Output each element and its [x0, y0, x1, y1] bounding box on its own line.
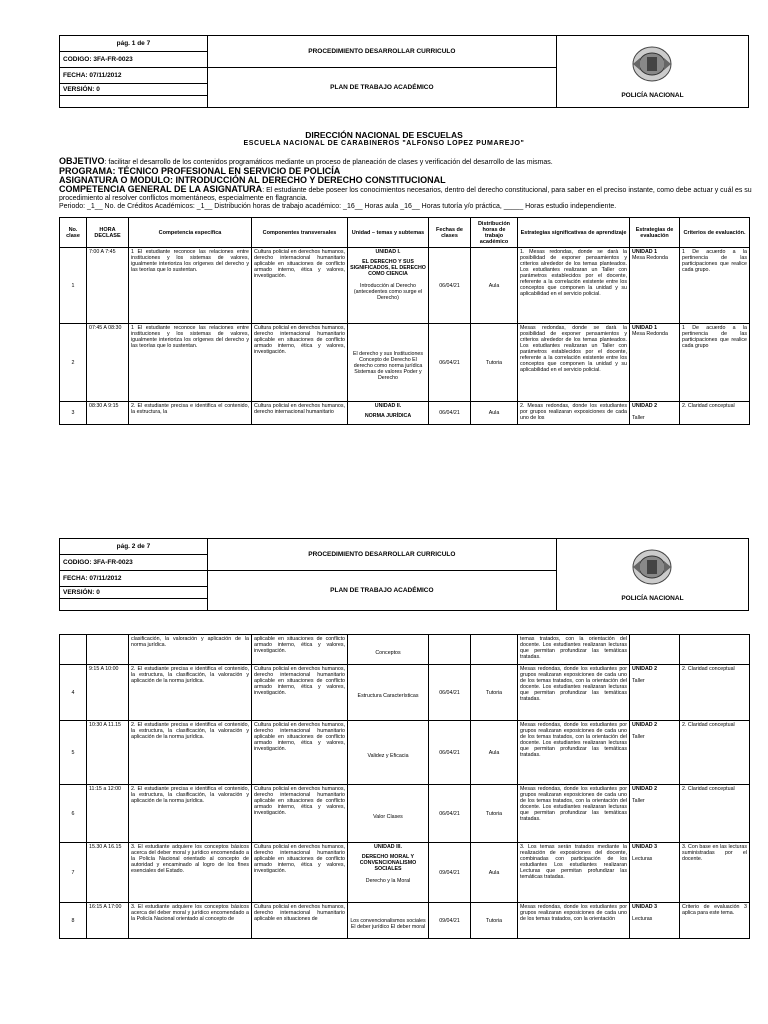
class-number: 8 — [60, 903, 87, 939]
class-number — [60, 635, 87, 665]
class-number: 2 — [60, 324, 87, 402]
programa: PROGRAMA: TÉCNICO PROFESIONAL EN SERVICIO DE POLICÍA — [59, 166, 341, 176]
transversal-components: Cultura policial en derechos humanos, derecho internacional humanitario aplicable en situaciones de conflicto armado interno, ética y valores, investigación. — [252, 843, 348, 903]
evaluation-criteria: 1 De acuerdo a la pertinencia de las participaciones que realice cada grupo — [680, 324, 750, 402]
class-date: 06/04/21 — [429, 402, 471, 425]
class-number: 5 — [60, 721, 87, 785]
hours-distribution: Tutoria — [471, 665, 518, 721]
transversal-components: Cultura policial en derechos humanos, derecho internacional humanitario aplicable en situaciones de conflicto armado interno, ética y valores, investigación. — [252, 785, 348, 843]
version: VERSIÓN: 0 — [60, 587, 208, 599]
evaluation-unit: UNIDAD 1 — [632, 249, 658, 255]
evaluation-method: Taller — [632, 415, 645, 421]
evaluation-criteria: 1 De acuerdo a la pertinencia de las participaciones que realice cada grupo. — [680, 248, 750, 324]
specific-competence: clasificación, la valoración y aplicación de la norma jurídica. — [129, 635, 252, 665]
page-number: pág. 2 de 7 — [60, 539, 208, 555]
class-date: 06/04/21 — [429, 248, 471, 324]
transversal-components: Cultura policial en derechos humanos, derecho internacional humanitario aplicable en situaciones de conflicto armado interno, ética y valores, investigación. — [252, 248, 348, 324]
class-date — [429, 635, 471, 665]
evaluation-criteria: Criterio de evaluación 3 aplica para este tema. — [680, 903, 750, 939]
class-date: 06/04/21 — [429, 721, 471, 785]
unit-text: Validez y Eficacia — [367, 752, 409, 759]
specific-competence: 3. El estudiante adquiere los conceptos básicos acerca del deber moral y jurídico encomendado a la Policía Nacional orientado al concepto de — [129, 903, 252, 939]
plan-title: PLAN DE TRABAJO ACADÉMICO — [207, 571, 556, 611]
competencia-label: COMPETENCIA GENERAL DE LA ASIGNATURA — [59, 184, 263, 194]
class-date: 09/04/21 — [429, 903, 471, 939]
evaluation-criteria: 2. Claridad conceptual — [680, 665, 750, 721]
class-hour: 16:15 A 17:00 — [87, 903, 129, 939]
unit-topics — [348, 248, 429, 324]
column-header: HORA DECLASE — [87, 218, 129, 248]
unit-topics — [348, 324, 429, 402]
course-info — [59, 157, 759, 211]
hours-distribution: Aula — [471, 843, 518, 903]
plan-title: PLAN DE TRABAJO ACADÉMICO — [207, 68, 556, 108]
header-table-p2 — [59, 538, 749, 611]
unit-text: Los convencionalismos sociales El deber jurídico El deber moral — [350, 917, 426, 930]
class-date: 09/04/21 — [429, 843, 471, 903]
evaluation-strategies — [630, 402, 680, 425]
column-header: Componentes transversales — [252, 218, 348, 248]
police-seal-icon — [630, 547, 674, 587]
class-hour: 11:15 a 12:00 — [87, 785, 129, 843]
evaluation-criteria: 3. Con base en las lecturas suministradas por el docente. — [680, 843, 750, 903]
org-name: POLICÍA NACIONAL — [621, 595, 684, 602]
column-header: Criterios de evaluación. — [680, 218, 750, 248]
class-hour: 15.30 A 16.15 — [87, 843, 129, 903]
unit-topics — [348, 903, 429, 939]
unit-topics — [348, 402, 429, 425]
hours-distribution: Tutoria — [471, 903, 518, 939]
unit-text: Conceptos — [375, 649, 401, 656]
learning-strategies: Mesas redondas, donde los estudiantes por grupos realizaran exposiciones de cada uno de los temas tratados, con la orientación del docente. Los estudiantes realizaran lecturas que permitan profundizar las temáticas tratadas. — [518, 785, 630, 843]
learning-strategies: Mesas redondas, donde se darà la posibilidad de exponer pensamientos y criterios alrededor de los temas planteados. Los estudiantes realizaran un Taller con parámetros establecidos por el docente, referente a la correlación existente entre los conceptos que componen la unidad y su aplicabilidad en el servicio policial. — [518, 324, 630, 402]
column-header: Unidad – temas y subtemas — [348, 218, 429, 248]
table-row — [60, 721, 750, 785]
unit-text: El derecho y sus Instituciones Concepto de Derecho El derecho como norma jurídica Sistemas de valores Poder y Derecho — [352, 350, 424, 381]
evaluation-method: Taller — [632, 734, 645, 740]
evaluation-method: Mesa Redonda — [632, 255, 668, 261]
learning-strategies: Mesas redondas, donde los estudiantes por grupos realizaran exposiciones de cada uno de los temas tratados, con la orientación del docente. Los estudiantes realizaran lecturas que permitan profundizar las temáticas tratadas. — [518, 721, 630, 785]
evaluation-strategies — [630, 721, 680, 785]
unit-topics — [348, 843, 429, 903]
page-number: pág. 1 de 7 — [60, 36, 208, 52]
table-row — [60, 665, 750, 721]
org-name: POLICÍA NACIONAL — [621, 92, 684, 99]
specific-competence: 2. El estudiante precisa e identifica el contenido, la estructura, la clasificación, la valoración y aplicación de la norma jurídica. — [129, 665, 252, 721]
competencia-text: : El estudiante debe poseer los conocimientos necesarios, dentro del derecho constitucional, para saber en el preciso instante, como debe actuar y cuál es su procedimiento al resolver conflictos momentáneos, especialmente en flagrancia. — [59, 187, 752, 202]
column-header: No. clase — [60, 218, 87, 248]
unit-subtitle: NORMA JURÍDICA — [364, 413, 412, 419]
doc-title: PROCEDIMIENTO DESARROLLAR CURRICULO — [207, 539, 556, 571]
evaluation-unit: UNIDAD 2 — [632, 722, 658, 728]
evaluation-unit: UNIDAD 2 — [632, 403, 658, 409]
unit-topics — [348, 721, 429, 785]
hours-distribution — [471, 635, 518, 665]
evaluation-strategies — [630, 665, 680, 721]
column-header: Distribución horas de trabajo académico — [471, 218, 518, 248]
learning-strategies: 3. Los temas serán tratados mediante la realización de exposiciones del docente, combinadas con participación de los estudiantes Los estudiantes realizaran Lecturas que permitan profundizar las temáticas tratadas. — [518, 843, 630, 903]
evaluation-strategies — [630, 843, 680, 903]
table-row — [60, 843, 750, 903]
evaluation-unit: UNIDAD 3 — [632, 844, 658, 850]
class-hour: 9:15 A 10:00 — [87, 665, 129, 721]
fecha: FECHA: 07/11/2012 — [60, 68, 208, 84]
specific-competence: 1 El estudiante reconoce las relaciones entre instituciones y los sistemas de valores, igualmente interioriza los orígenes del derecho y las teorías que lo sustentan. — [129, 324, 252, 402]
specific-competence: 1 El estudiante reconoce las relaciones entre instituciones y los sistemas de valores, igualmente interioriza los orígenes del derecho y las teorías que lo sustentan. — [129, 248, 252, 324]
table-row — [60, 324, 750, 402]
table-row — [60, 248, 750, 324]
codigo: CODIGO: 3FA-FR-0023 — [60, 52, 208, 68]
evaluation-method: Lecturas — [632, 916, 653, 922]
evaluation-unit: UNIDAD 1 — [632, 325, 658, 331]
unit-text: Valor Clases — [373, 813, 403, 820]
column-header: Competencia específica — [129, 218, 252, 248]
table-row — [60, 785, 750, 843]
learning-strategies: Mesas redondas, donde los estudiantes por grupos realizaran exposiciones de cada uno de los temas tratados, con la orientación — [518, 903, 630, 939]
evaluation-strategies — [630, 785, 680, 843]
table-row — [60, 903, 750, 939]
class-hour — [87, 635, 129, 665]
column-header: Estrategias significativas de aprendizaje — [518, 218, 630, 248]
evaluation-unit: UNIDAD 2 — [632, 666, 658, 672]
asignatura: ASIGNATURA O MODULO: INTRODUCCIÓN AL DERECHO Y DERECHO CONSTITUCIONAL — [59, 175, 446, 185]
unit-text: Introducción al Derecho (antecedentes como surge el Derecho) — [353, 283, 423, 301]
unit-subtitle: EL DERECHO Y SUS SIGNIFICADOS, EL DERECHO COMO CIENCIA — [350, 259, 426, 277]
specific-competence: 2. El estudiante precisa e identifica el contenido, la estructura, la — [129, 402, 252, 425]
transversal-components: Cultura policial en derechos humanos, derecho internacional humanitario aplicable en situaciones de conflicto armado interno, ética y valores, investigación. — [252, 721, 348, 785]
transversal-components: Cultura policial en derechos humanos, derecho internacional humanitario aplicable en situaciones de conflicto armado interno, ética y valores, investigación. — [252, 324, 348, 402]
objetivo-text: : facilitar el desarrollo de los contenidos programáticos mediante un proceso de planeación de clases y verificación del desarrollo de las mismas. — [104, 159, 553, 166]
class-hour: 7:00 A 7:45 — [87, 248, 129, 324]
evaluation-strategies — [630, 635, 680, 665]
specific-competence: 2. El estudiante precisa e identifica el contenido, la estructura, la clasificación, la valoración y aplicación de la norma jurídica. — [129, 785, 252, 843]
unit-text: Estructura Características — [357, 692, 419, 699]
evaluation-criteria: 2. Claridad conceptual — [680, 402, 750, 425]
plan-table-p1 — [59, 217, 750, 425]
learning-strategies: 2. Mesas redondas, donde los estudiantes por grupos realizaran exposiciones de cada uno de los — [518, 402, 630, 425]
evaluation-method: Taller — [632, 678, 645, 684]
learning-strategies: Mesas redondas, donde los estudiantes por grupos realizaran exposiciones de cada uno de los temas tratados, con la orientación del docente. Los estudiantes realizaran lecturas que permitan profundizar las temáticas tratadas. — [518, 665, 630, 721]
class-date: 06/04/21 — [429, 665, 471, 721]
direccion-title: DIRECCIÓN NACIONAL DE ESCUELAS — [305, 130, 463, 140]
plan-table-p2 — [59, 634, 750, 939]
version: VERSIÓN: 0 — [60, 84, 208, 96]
unit-topics — [348, 665, 429, 721]
hours-distribution: Tutoria — [471, 324, 518, 402]
unit-title: UNIDAD III. — [374, 844, 402, 850]
evaluation-unit: UNIDAD 2 — [632, 786, 658, 792]
header-table-p1 — [59, 35, 749, 108]
evaluation-criteria: 2. Claridad conceptual — [680, 721, 750, 785]
evaluation-method: Lecturas — [632, 856, 653, 862]
org-seal-cell — [556, 539, 748, 611]
class-number: 1 — [60, 248, 87, 324]
escuela-title: ESCUELA NACIONAL DE CARABINEROS "ALFONSO LOPEZ PUMAREJO" — [243, 140, 525, 147]
hours-distribution: Aula — [471, 721, 518, 785]
column-header: Estrategias de evaluación — [630, 218, 680, 248]
unit-topics — [348, 785, 429, 843]
evaluation-criteria — [680, 635, 750, 665]
objetivo-label: OBJETIVO — [59, 156, 105, 166]
class-number: 4 — [60, 665, 87, 721]
learning-strategies: 1. Mesas redondas, donde se darà la posibilidad de exponer pensamientos y criterios alrededor de los temas planteados. Los estudiantes realizaran un Taller con parámetros establecidos por el docente, referente a la correlación existente entre los conceptos que componen la unidad y su aplicabilidad en el servicio policial. — [518, 248, 630, 324]
doc-title: PROCEDIMIENTO DESARROLLAR CURRICULO — [207, 36, 556, 68]
hours-distribution: Aula — [471, 248, 518, 324]
class-hour: 10:30 A 11.15 — [87, 721, 129, 785]
table-row — [60, 402, 750, 425]
transversal-components: aplicable en situaciones de conflicto armado interno, ética y valores, investigación. — [252, 635, 348, 665]
transversal-components: Cultura policial en derechos humanos, derecho internacional humanitario — [252, 402, 348, 425]
specific-competence: 2. El estudiante precisa e identifica el contenido, la estructura, la clasificación, la valoración y aplicación de la norma jurídica. — [129, 721, 252, 785]
evaluation-method: Taller — [632, 798, 645, 804]
unit-topics — [348, 635, 429, 665]
class-date: 06/04/21 — [429, 324, 471, 402]
evaluation-unit: UNIDAD 3 — [632, 904, 658, 910]
class-hour: 07:45 A 08:30 — [87, 324, 129, 402]
fecha: FECHA: 07/11/2012 — [60, 571, 208, 587]
class-hour: 08:30 A 9:15 — [87, 402, 129, 425]
transversal-components: Cultura policial en derechos humanos, derecho internacional humanitario aplicable en situaciones de conflicto armado interno, ética y valores, investigación. — [252, 665, 348, 721]
unit-subtitle: DERECHO MORAL Y CONVENCIONALISMO SOCIALES — [359, 854, 417, 872]
evaluation-method: Mesa Redonda — [632, 331, 668, 337]
class-date: 06/04/21 — [429, 785, 471, 843]
class-number: 6 — [60, 785, 87, 843]
table-header — [60, 218, 750, 248]
periodo: Periodo: _1__ No. de Créditos Académicos: _1__ Distribución horas de trabajo académico: _16__ Horas aula _16__ Horas tutoría y/o práctica, _____ Horas estudio independiente. — [59, 203, 617, 210]
class-number: 3 — [60, 402, 87, 425]
evaluation-strategies — [630, 903, 680, 939]
transversal-components: Cultura policial en derechos humanos, derecho internacional humanitario aplicable en situaciones de — [252, 903, 348, 939]
unit-title: UNIDAD II. — [374, 403, 402, 409]
unit-text: Derecho y la Moral — [365, 878, 411, 884]
learning-strategies: temas tratados, con la orientación del docente. Los estudiantes realizaran lecturas que permitan profundizar las temáticas tratadas. — [518, 635, 630, 665]
evaluation-strategies — [630, 248, 680, 324]
police-seal-icon — [630, 44, 674, 84]
evaluation-criteria: 2. Claridad conceptual — [680, 785, 750, 843]
hours-distribution: Tutoria — [471, 785, 518, 843]
evaluation-strategies — [630, 324, 680, 402]
column-header: Fechas de clases — [429, 218, 471, 248]
codigo: CODIGO: 3FA-FR-0023 — [60, 555, 208, 571]
hours-distribution: Aula — [471, 402, 518, 425]
specific-competence: 3. El estudiante adquiere los conceptos básicos acerca del deber moral y jurídico encomendado a la Policía Nacional orientado al concepto de autoridad y encaminado al logro de los fines esenciales del Estado. — [129, 843, 252, 903]
org-seal-cell — [556, 36, 748, 108]
class-number: 7 — [60, 843, 87, 903]
unit-title: UNIDAD I. — [375, 249, 401, 255]
table-row — [60, 635, 750, 665]
